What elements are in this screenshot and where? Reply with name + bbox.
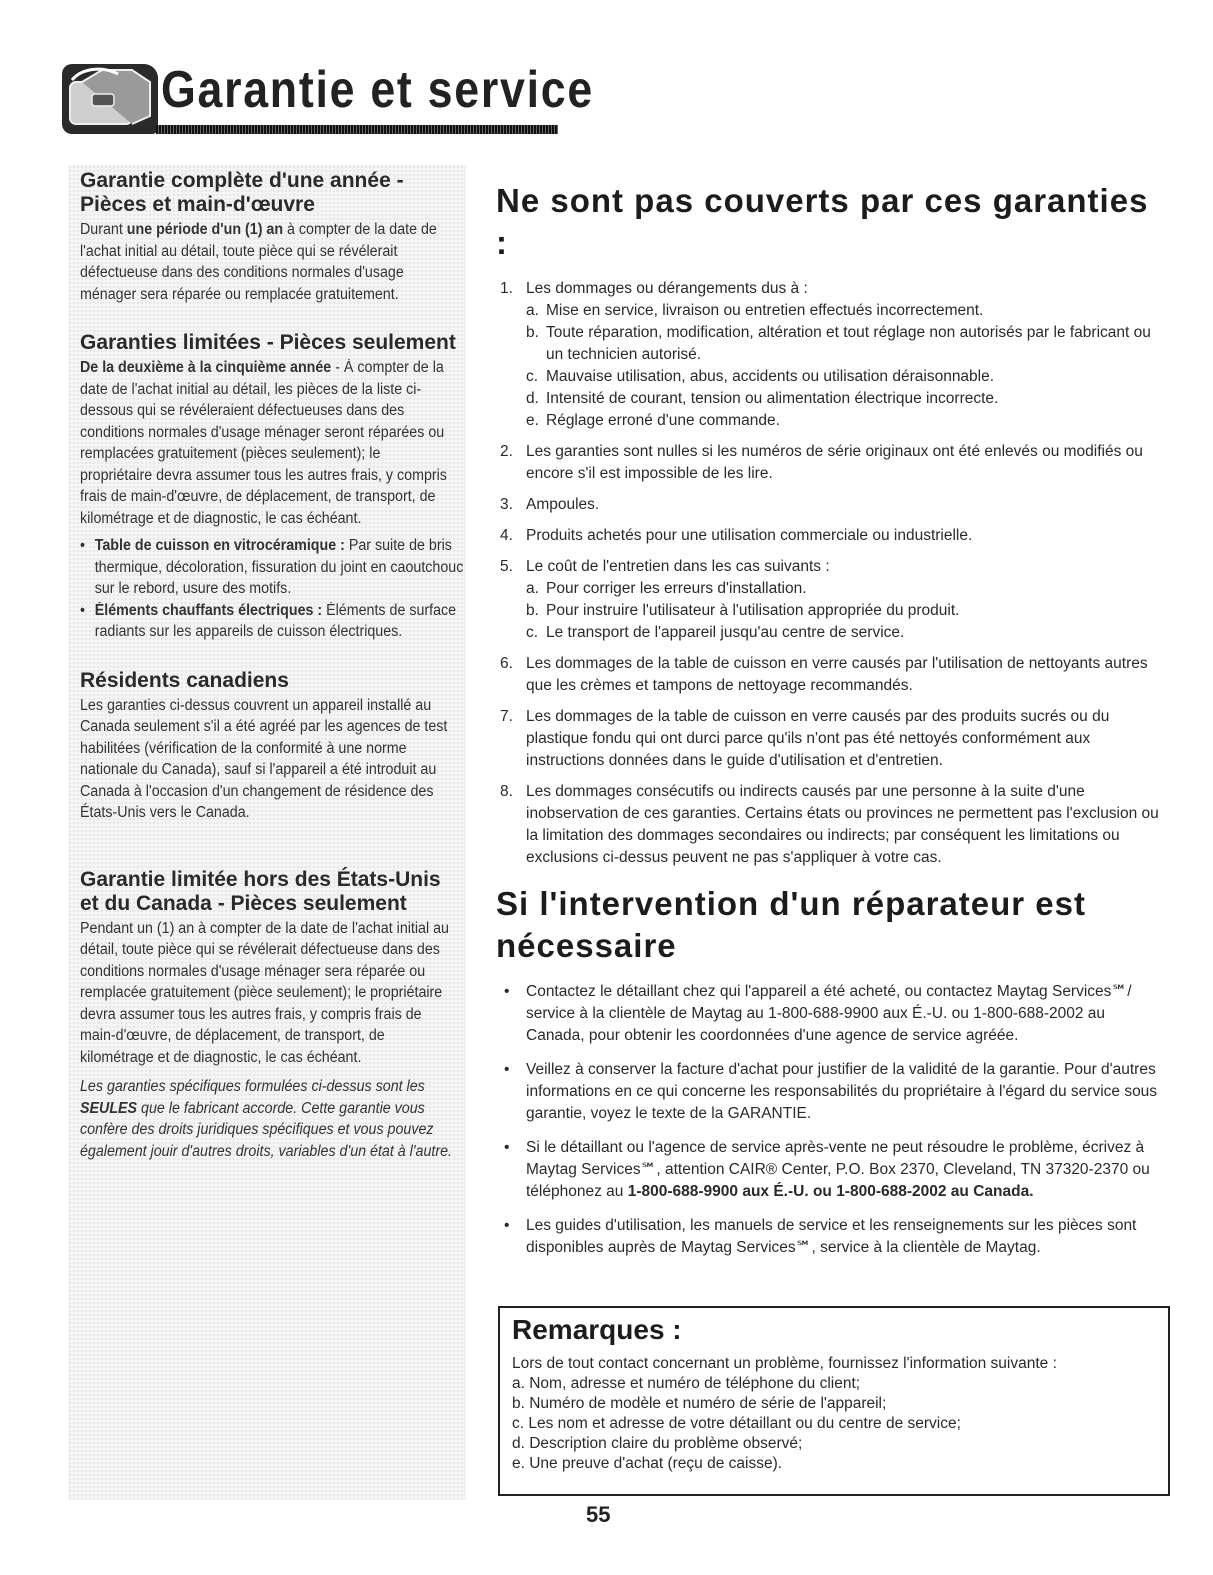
item-number: 7. [500,708,513,725]
remark-item: e. Une preuve d'achat (reçu de caisse). [512,1455,783,1472]
sub-item [526,578,1166,600]
exclusion-item [496,494,1166,516]
toolbox-icon [62,64,158,134]
page-header [58,52,594,142]
item-text: Les dommages consécutifs ou indirects causés par une personne à la suite d'une inobservation de ces garanties. Certains états ou provinces ne permettent pas l'exclusion ou la limitation des dommages secondaires ou indirects; par conséquent les limitations ou exclusions ci-dessus peuvent ne pas s'appliquer à votre cas. [526,783,1159,866]
limited-parts-list [80,535,464,643]
limited-warranty-text [80,357,456,529]
sub-letter: b. [526,324,539,341]
remarks-box [498,1306,1170,1496]
sub-item [526,600,1166,622]
exclusion-item [496,525,1166,547]
exclusion-item [496,706,1166,772]
page-number: 55 [586,1502,611,1527]
title-underline [156,125,558,134]
sub-letter: d. [526,390,539,407]
sub-letter: a. [526,580,539,597]
item-number: 8. [500,783,513,800]
heading-line: Garantie complète d'une année - [80,169,404,192]
item-number: 6. [500,655,513,672]
list-item: • Éléments chauffants électriques : Éléments de surface radiants sur les appareils de cuisson électriques. [80,601,457,640]
limited-warranty-heading: Garanties limitées - Pièces seulement [80,331,456,354]
sub-list [526,578,1166,644]
sub-text: Mauvaise utilisation, abus, accidents ou utilisation déraisonnable. [546,368,995,385]
remark-item: d. Description claire du problème observé; [512,1435,803,1452]
text-run: Éléments de surface radiants sur les appareils de cuisson électriques. [94,601,457,640]
sub-text: Pour corriger les erreurs d'installation. [546,580,807,597]
text-bold: une période d'un (1) an [126,221,284,238]
text-bold: Table de cuisson en vitrocéramique : [94,537,345,554]
remarks-intro: Lors de tout contact concernant un problème, fournissez l'information suivante : [512,1355,1057,1372]
item-number: 5. [500,558,513,575]
sub-text: Le transport de l'appareil jusqu'au centre de service. [546,624,905,641]
item-text: Produits achetés pour une utilisation commerciale ou industrielle. [526,527,973,544]
sub-item [526,322,1166,366]
bullet: • [504,1061,510,1078]
exclusion-item [496,781,1166,869]
page-title: Garantie et service [161,61,594,119]
remark-item: b. Numéro de modèle et numéro de série de l'appareil; [512,1395,887,1412]
exclusion-item [496,653,1166,697]
full-warranty-text [80,219,456,305]
item-text: Ampoules. [526,496,600,513]
bullet: • [504,1217,510,1234]
text-run: à compter de la date de l'achat initial au détail, toute pièce qui se révélerait défectueuse dans des conditions normales d'usage ménager sera réparée ou remplacée gratuitement. [80,221,437,303]
service-item [496,981,1166,1047]
item-number: 3. [500,496,513,513]
item-text: Les guides d'utilisation, les manuels de service et les renseignements sur les pièces sont disponibles auprès de Maytag Services℠, service à la clientèle de Maytag. [526,1217,1137,1256]
sub-item [526,388,1166,410]
item-text: Veillez à conserver la facture d'achat pour justifier de la validité de la garantie. Pour d'autres informations en ce qui concerne les responsabilités du propriétaire à l'égard du service sous garantie, voyez le texte de la GARANTIE. [526,1061,1158,1122]
outside-warranty-heading [80,868,458,916]
canadian-residents-text: Les garanties ci-dessus couvrent un appareil installé au Canada seulement s'il a été agréé par les agences de test habilitées (vérification de la conformité à une norme nationale du Canada), sauf si l'appareil a été introduit au Canada à l'occasion d'un changement de résidence des États-Unis vers le Canada. [80,696,448,821]
list-item: • Table de cuisson en vitrocéramique : Par suite de bris thermique, décoloration, fissuration du joint en caoutchouc sur le rebord, usure des motifs. [80,537,464,597]
bullet: • [504,983,510,1000]
heading-line: et du Canada - Pièces seulement [80,891,407,915]
remark-item: c. Les nom et adresse de votre détaillant ou du centre de service; [512,1415,961,1432]
remarks-heading: Remarques : [512,1314,682,1345]
service-item [496,1137,1166,1203]
sub-text: Toute réparation, modification, altération et tout réglage non autorisés par le fabricant ou un technicien autorisé. [546,324,1151,363]
exclusion-item [496,441,1166,485]
item-bold: 1-800-688-9900 aux É.-U. ou 1-800-688-2002 au Canada. [627,1183,1034,1200]
item-number: 2. [500,443,513,460]
item-text: Si le détaillant ou l'agence de service après-vente ne peut résoudre le problème, écrivez à Maytag Services℠, attention CAIR® Center, P.O. Box 2370, Cleveland, TN 37320-2370 ou téléphonez au [526,1139,1150,1200]
full-warranty-heading [80,169,458,217]
sub-text: Intensité de courant, tension ou alimentation électrique incorrecte. [546,390,999,407]
item-number: 4. [500,527,513,544]
sub-letter: b. [526,602,539,619]
heading-line: Pièces et main-d'œuvre [80,193,315,216]
remarks-list [512,1374,1156,1474]
text-bold: De la deuxième à la cinquième année [80,359,332,376]
sub-text: Pour instruire l'utilisateur à l'utilisation appropriée du produit. [546,602,960,619]
sub-letter: a. [526,302,539,319]
item-text: Les dommages de la table de cuisson en verre causés par des produits sucrés ou du plastique fondu qui ont durci parce qu'ils n'ont pas été nettoyés conformément aux instructions données dans le guide d'utilisation et d'entretien. [526,708,1110,769]
exclusion-item [496,556,1166,644]
item-text: Les garanties sont nulles si les numéros de série originaux ont été enlevés ou modifiés ou encore s'il est impossible de les lire. [526,443,1143,482]
canadian-residents-heading: Résidents canadiens [80,668,289,692]
sub-letter: e. [526,412,539,429]
item-text: Contactez le détaillant chez qui l'appareil a été acheté, ou contactez Maytag Services℠/ service à la clientèle de Maytag au 1-800-688-9900 aux É.-U. ou 1-800-688-2002 au Canada, pour obtenir les coordonnées d'une agence de service agréée. [526,983,1132,1044]
sub-item [526,366,1166,388]
bullet: • [504,1139,510,1156]
outside-warranty-text: Pendant un (1) an à compter de la date de l'achat initial au détail, toute pièce qui se révélerait défectueuse dans des conditions normales d'usage ménager sera réparée ou remplacée gratuitement (pièce seulement); le propriétaire devra assumer tous les autres frais, y compris frais de main-d'œuvre, de déplacement, de transport, de kilométrage et de diagnostic, le cas échéant. [80,919,449,1066]
item-text: Le coût de l'entretien dans les cas suivants : [526,558,830,575]
sub-item [526,300,1166,322]
text-run: - À compter de la date de l'achat initial au détail, les pièces de la liste ci-dessous qui se révéleraient défectueuses dans des conditions normales d'usage ménager seront réparées ou remplacées gratuitement (pièces seulement); le propriétaire devra assumer tous les autres frais, y compris frais de main-d'œuvre, de déplacement, de transport, de kilométrage et de diagnostic, le cas échéant. [80,359,447,527]
item-number: 1. [500,280,513,297]
text-run: que le fabricant accorde. Cette garantie vous confère des droits juridiques spécifiques et vous pouvez également jouir d'autres droits, variables d'un état à l'autre. [80,1099,453,1160]
service-item [496,1059,1166,1125]
text-bold: Éléments chauffants électriques : [94,601,323,619]
exclusions-column [496,180,1166,1271]
sub-item [526,410,1166,432]
service-heading: Si l'intervention d'un réparateur est nécessaire [496,885,1086,964]
sub-text: Mise en service, livraison ou entretien effectués incorrectement. [546,302,984,319]
sub-letter: c. [526,624,539,641]
text-bold: SEULES [80,1099,138,1117]
exclusions-list [496,278,1166,869]
service-item [496,1215,1166,1259]
service-list [496,981,1166,1259]
sub-letter: c. [526,368,539,385]
sub-list [526,300,1166,432]
heading-line: Garantie limitée hors des États-Unis [80,867,441,891]
item-text: Les dommages ou dérangements dus à : [526,280,808,297]
exclusions-heading: Ne sont pas couverts par ces garanties : [496,182,1149,261]
text-run: Les garanties spécifiques formulées ci-dessus sont les [80,1078,425,1095]
text-run: Par suite de bris thermique, décoloration, fissuration du joint en caoutchouc sur le rebord, usure des motifs. [94,537,464,597]
text-run: Durant [80,221,127,238]
legal-note [80,1076,456,1162]
exclusion-item [496,278,1166,432]
warranty-sidebar [68,165,466,1500]
sub-text: Réglage erroné d'une commande. [546,412,780,429]
item-text: Les dommages de la table de cuisson en verre causés par l'utilisation de nettoyants autres que les crèmes et tampons de nettoyage recommandés. [526,655,1148,694]
sub-item [526,622,1166,644]
remark-item: a. Nom, adresse et numéro de téléphone du client; [512,1375,861,1392]
